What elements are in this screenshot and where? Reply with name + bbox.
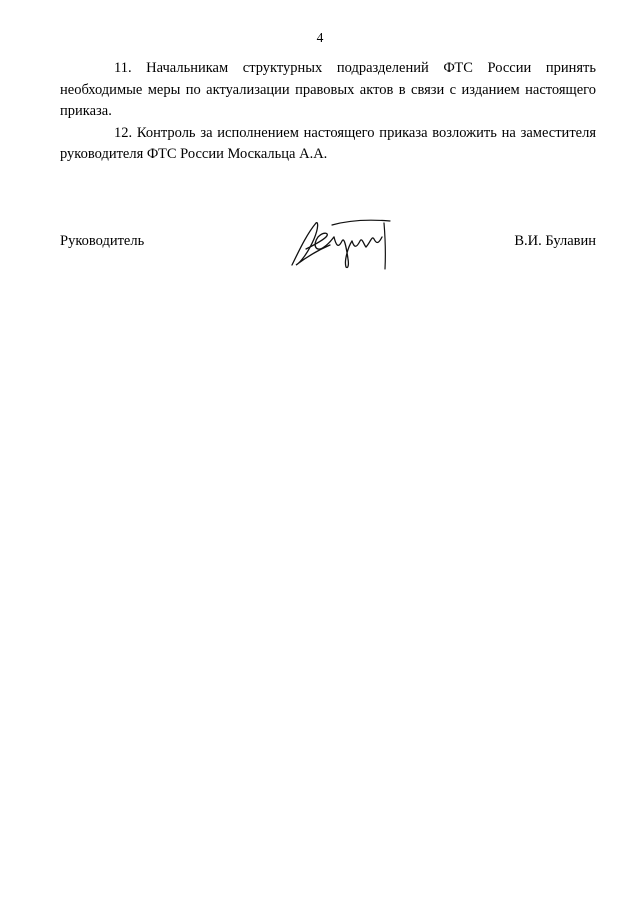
page-number: 4 <box>316 30 324 45</box>
paragraph-12: 12. Контроль за исполнением настоящего приказа возложить на заместителя руководителя ФТС России Москальца А.А. <box>60 124 596 162</box>
signer-name: В.И. Булавин <box>514 233 596 249</box>
handwritten-signature-icon <box>286 215 396 271</box>
signer-title: Руководитель <box>60 233 145 249</box>
signature-block <box>60 215 596 275</box>
document-body <box>60 58 596 166</box>
paragraph-11: 11. Начальникам структурных подразделений ФТС России принять необходимые меры по актуализации правовых актов в связи с изданием настоящего приказа. <box>60 60 596 119</box>
